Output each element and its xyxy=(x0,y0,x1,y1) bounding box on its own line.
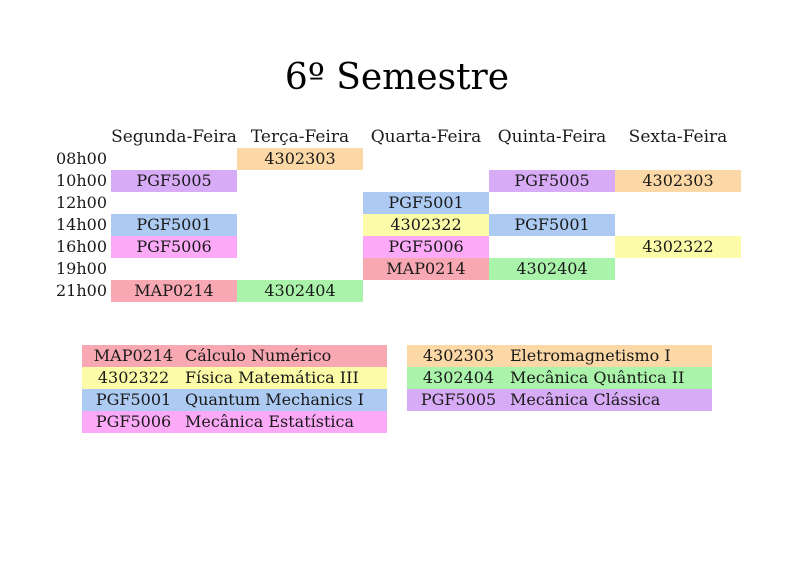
schedule-cell xyxy=(489,148,615,170)
course-name: Quantum Mechanics I xyxy=(185,390,364,409)
course-name: Mecânica Clássica xyxy=(510,390,661,409)
course-code: PGF5006 xyxy=(95,412,172,431)
time-label: 19h00 xyxy=(55,259,107,278)
legend-right xyxy=(407,345,712,411)
day-header-segunda: Segunda-Feira xyxy=(111,127,237,147)
time-label: 21h00 xyxy=(55,281,107,300)
course-name: Mecânica Estatística xyxy=(185,412,355,431)
legend-row xyxy=(82,389,387,411)
legend-row xyxy=(82,367,387,389)
schedule-cell xyxy=(111,258,237,280)
course-code: PGF5005 xyxy=(420,390,497,409)
schedule-cell: 4302303 xyxy=(237,148,363,170)
schedule-cell xyxy=(615,192,741,214)
legend-row xyxy=(407,367,712,389)
course-name: Eletromagnetismo I xyxy=(510,346,671,365)
course-code: PGF5001 xyxy=(95,390,172,409)
schedule-cell xyxy=(237,192,363,214)
course-name: Física Matemática III xyxy=(185,368,359,387)
schedule-cell xyxy=(489,192,615,214)
schedule-cell: 4302303 xyxy=(615,170,741,192)
schedule-cell xyxy=(615,214,741,236)
schedule-cell: PGF5005 xyxy=(489,170,615,192)
legend-row xyxy=(82,411,387,433)
schedule-cell xyxy=(615,148,741,170)
schedule-grid xyxy=(41,124,741,302)
schedule-cell: MAP0214 xyxy=(111,280,237,302)
legend-left xyxy=(82,345,387,433)
day-header-quarta: Quarta-Feira xyxy=(370,127,482,147)
schedule-cell: PGF5001 xyxy=(489,214,615,236)
schedule-cell: PGF5001 xyxy=(111,214,237,236)
legend-row xyxy=(407,345,712,367)
course-code: MAP0214 xyxy=(93,346,174,365)
schedule-cell: MAP0214 xyxy=(363,258,489,280)
schedule-cell xyxy=(363,148,489,170)
schedule-cell xyxy=(489,280,615,302)
schedule-cell xyxy=(111,192,237,214)
schedule-cell xyxy=(489,236,615,258)
schedule-cell xyxy=(111,148,237,170)
page-title: 6º Semestre xyxy=(284,57,510,98)
day-header-sexta: Sexta-Feira xyxy=(628,127,728,147)
time-label: 12h00 xyxy=(55,193,107,212)
schedule-cell: 4302322 xyxy=(363,214,489,236)
schedule-cell xyxy=(237,170,363,192)
day-header-quinta: Quinta-Feira xyxy=(497,127,607,147)
time-label: 10h00 xyxy=(55,171,107,190)
schedule-cell xyxy=(237,236,363,258)
schedule-cell xyxy=(237,258,363,280)
schedule-cell xyxy=(363,170,489,192)
schedule-cell xyxy=(363,280,489,302)
schedule-cell xyxy=(615,258,741,280)
schedule-cell xyxy=(237,214,363,236)
schedule-cell: 4302404 xyxy=(489,258,615,280)
corner-spacer xyxy=(41,124,111,148)
time-label: 14h00 xyxy=(55,215,107,234)
course-code: 4302322 xyxy=(97,368,170,387)
schedule-cell: PGF5006 xyxy=(363,236,489,258)
schedule-cell xyxy=(615,280,741,302)
schedule-cell: PGF5005 xyxy=(111,170,237,192)
course-name: Mecânica Quântica II xyxy=(510,368,685,387)
time-label: 08h00 xyxy=(55,149,107,168)
legend-row xyxy=(407,389,712,411)
schedule-cell: 4302322 xyxy=(615,236,741,258)
course-name: Cálculo Numérico xyxy=(185,346,332,365)
schedule-cell: 4302404 xyxy=(237,280,363,302)
day-header-terca: Terça-Feira xyxy=(250,127,350,147)
time-label: 16h00 xyxy=(55,237,107,256)
course-code: 4302303 xyxy=(422,346,495,365)
course-code: 4302404 xyxy=(422,368,495,387)
schedule-cell: PGF5001 xyxy=(363,192,489,214)
schedule-cell: PGF5006 xyxy=(111,236,237,258)
legend-row xyxy=(82,345,387,367)
